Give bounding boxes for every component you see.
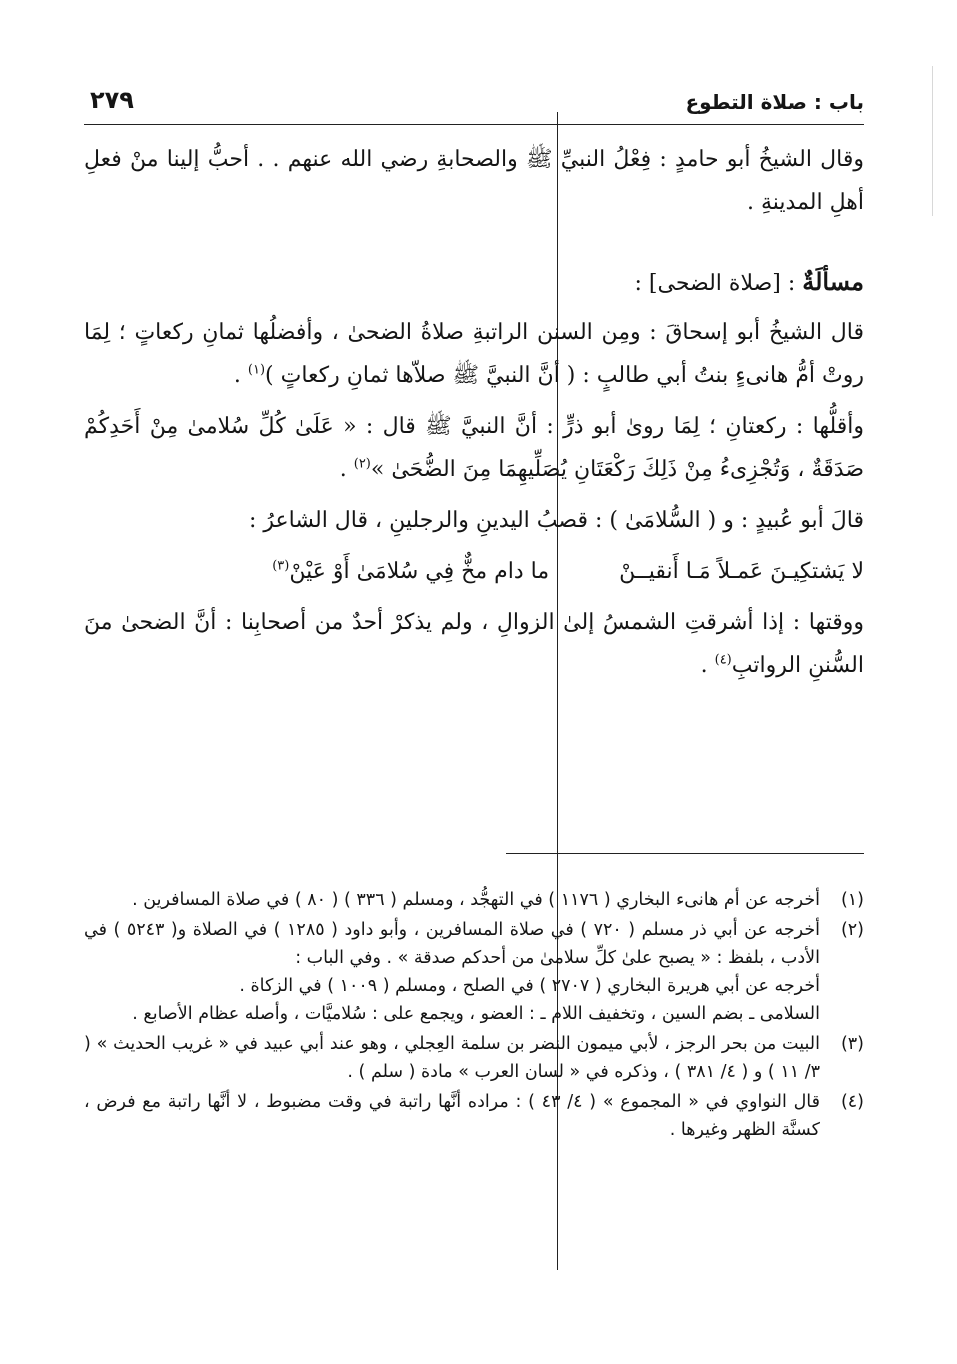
- spacer: [84, 593, 864, 601]
- footnote-body: [84, 916, 820, 1028]
- footnote-number: (٣): [840, 1034, 864, 1054]
- scan-edge-mark: [932, 66, 933, 216]
- footnote-line: السلامى ـ بضم السين ، وتخفيف اللام ـ : العضو ، ويجمع على : سُلاميَّات ، وأصله عظام الأصابع .: [132, 1004, 820, 1024]
- paragraph-abu-ishaq: [84, 311, 864, 397]
- footnote-line: أخرجه عن أم هانىء البخاري ( ١١٧٦ ) في التهجُّد ، ومسلم ( ٣٣٦ ) ( ٨٠ ) في صلاة المسافرين .: [132, 890, 820, 910]
- footnote-line: البيت من بحر الرجز ، لأبي ميمون النضر بن سلمة العِجلي ، وهو عند أبي عبيد في « غريب الحديث » ( ٣/ ١١ ) و ( ٤/ ٣٨١ ) ، وذكره في « لسان العرب » مادة ( سلم ) .: [84, 1034, 820, 1082]
- paragraph-end: .: [700, 653, 715, 678]
- footnote-body: [84, 1030, 820, 1086]
- footnote-4: [84, 1088, 864, 1144]
- footnote-separator: [506, 853, 864, 854]
- footnote-line: أخرجه عن أبي ذر مسلم ( ٧٢٠ ) في صلاة المسافرين ، وأبو داود ( ١٢٨٥ ) في الصلاة و( ٥٢٤٣ ) في الأدب ، بلفظ : « يصبح علىٰ كلِّ سلامىٰ من أحدكم صدقة » . وفي الباب :: [84, 920, 820, 968]
- paragraph-end: .: [233, 363, 248, 388]
- verse-second-text: ما دام مخٌّ فِي سُلامَىٰ أَوْ عَيْنْ: [289, 559, 550, 584]
- footnote-ref-3: (٣): [272, 558, 290, 574]
- footnote-number: (١): [840, 890, 864, 910]
- paragraph-time-text: ووقتها : إذا أشرقتِ الشمسُ إلىٰ الزوالِ ، ولم يذكرْ أحدٌ من أصحابِنا : أنَّ الضحىٰ منَ السُّننِ الرواتبِ: [84, 610, 864, 678]
- header-rule: [84, 124, 864, 125]
- spacer: [84, 542, 864, 550]
- issue-label: مسألَةٌ: [802, 267, 864, 296]
- footnote-ref-4: (٤): [714, 652, 732, 668]
- verse-first-hemistich: لا يَشتكِيـنَ عَمـلاً مَـا أَنقيــنْ: [619, 559, 864, 584]
- paragraph-abu-ishaq-text: قال الشيخُ أبو إسحاقَ : ومِن السنن الراتبةِ صلاةُ الضحىٰ ، وأفضلُها ثمانِ ركعاتٍ ؛ لِمَا روتْ أمُّ هانىءٍ بنتُ أبي طالبٍ : ( أنَّ النبيَّ ﷺ صلاّها ثمانِ ركعاتٍ ): [84, 320, 864, 388]
- spacer: [84, 491, 864, 499]
- footnote-ref-1: (١): [247, 362, 266, 378]
- poetry-verse: [84, 550, 864, 593]
- paragraph-abu-ubaid: قالَ أبو عُبيدٍ : و ( السُّلامَىٰ ) : قصبُ اليدينِ والرجلينِ ، قال الشاعرُ :: [248, 508, 864, 533]
- paragraph-minimum-text: وأقلُّها : ركعتانِ ؛ لِمَا روىٰ أبو ذرٍّ : أنَّ النبيَّ ﷺ قال : « عَلَىٰ كُلِّ سُلامىٰ مِنْ أَحَدِكُمْ صَدَقَةٌ ، وَتُجْزِىءُ مِنْ ذَلِكَ رَكْعَتَانِ يُصَلِّيهِمَا مِنَ الضُّحَىٰ »: [84, 414, 864, 482]
- verse-second-hemistich: [272, 550, 549, 593]
- footnote-body: [84, 1088, 820, 1144]
- footnote-1: [84, 886, 864, 914]
- footnote-line: قال النواوي في « المجموع » ( ٤/ ٤٣ ) : مراده أنَّها راتبة في وقت مضبوط ، لا أنَّها راتبة مع فرض ، كسنَّة الظهر وغيرها .: [84, 1092, 820, 1140]
- footnote-2: [84, 916, 864, 1028]
- footnote-body: [84, 886, 820, 914]
- chapter-title: باب : صلاة التطوع: [685, 90, 864, 114]
- main-text: [84, 138, 864, 687]
- footnote-line: أخرجه عن أبي هريرة البخاري ( ٢٧٠٧ ) في الصلح ، ومسلم ( ١٠٠٩ ) في الزكاة .: [239, 976, 820, 996]
- paragraph-time: [84, 601, 864, 687]
- issue-title: : [صلاة الضحى] :: [634, 271, 803, 296]
- footnote-3: [84, 1030, 864, 1086]
- paragraph-end: .: [339, 457, 354, 482]
- footnote-number: (٤): [840, 1092, 864, 1112]
- page-number: ٢٧٩: [90, 86, 134, 114]
- paragraph-abu-hamid: وقال الشيخُ أبو حامدٍ : فِعْلُ النبيِّ ﷺ والصحابةِ رضي الله عنهم . . أحبُّ إلينا منْ فعلِ أهلِ المدينةِ .: [84, 147, 864, 215]
- footnote-ref-2: (٢): [353, 456, 371, 472]
- issue-heading: [84, 260, 864, 305]
- spacer: [84, 397, 864, 405]
- paragraph-minimum: [84, 405, 864, 491]
- footnote-number: (٢): [840, 920, 864, 940]
- footnotes: [84, 886, 864, 1146]
- page-header: [84, 86, 864, 120]
